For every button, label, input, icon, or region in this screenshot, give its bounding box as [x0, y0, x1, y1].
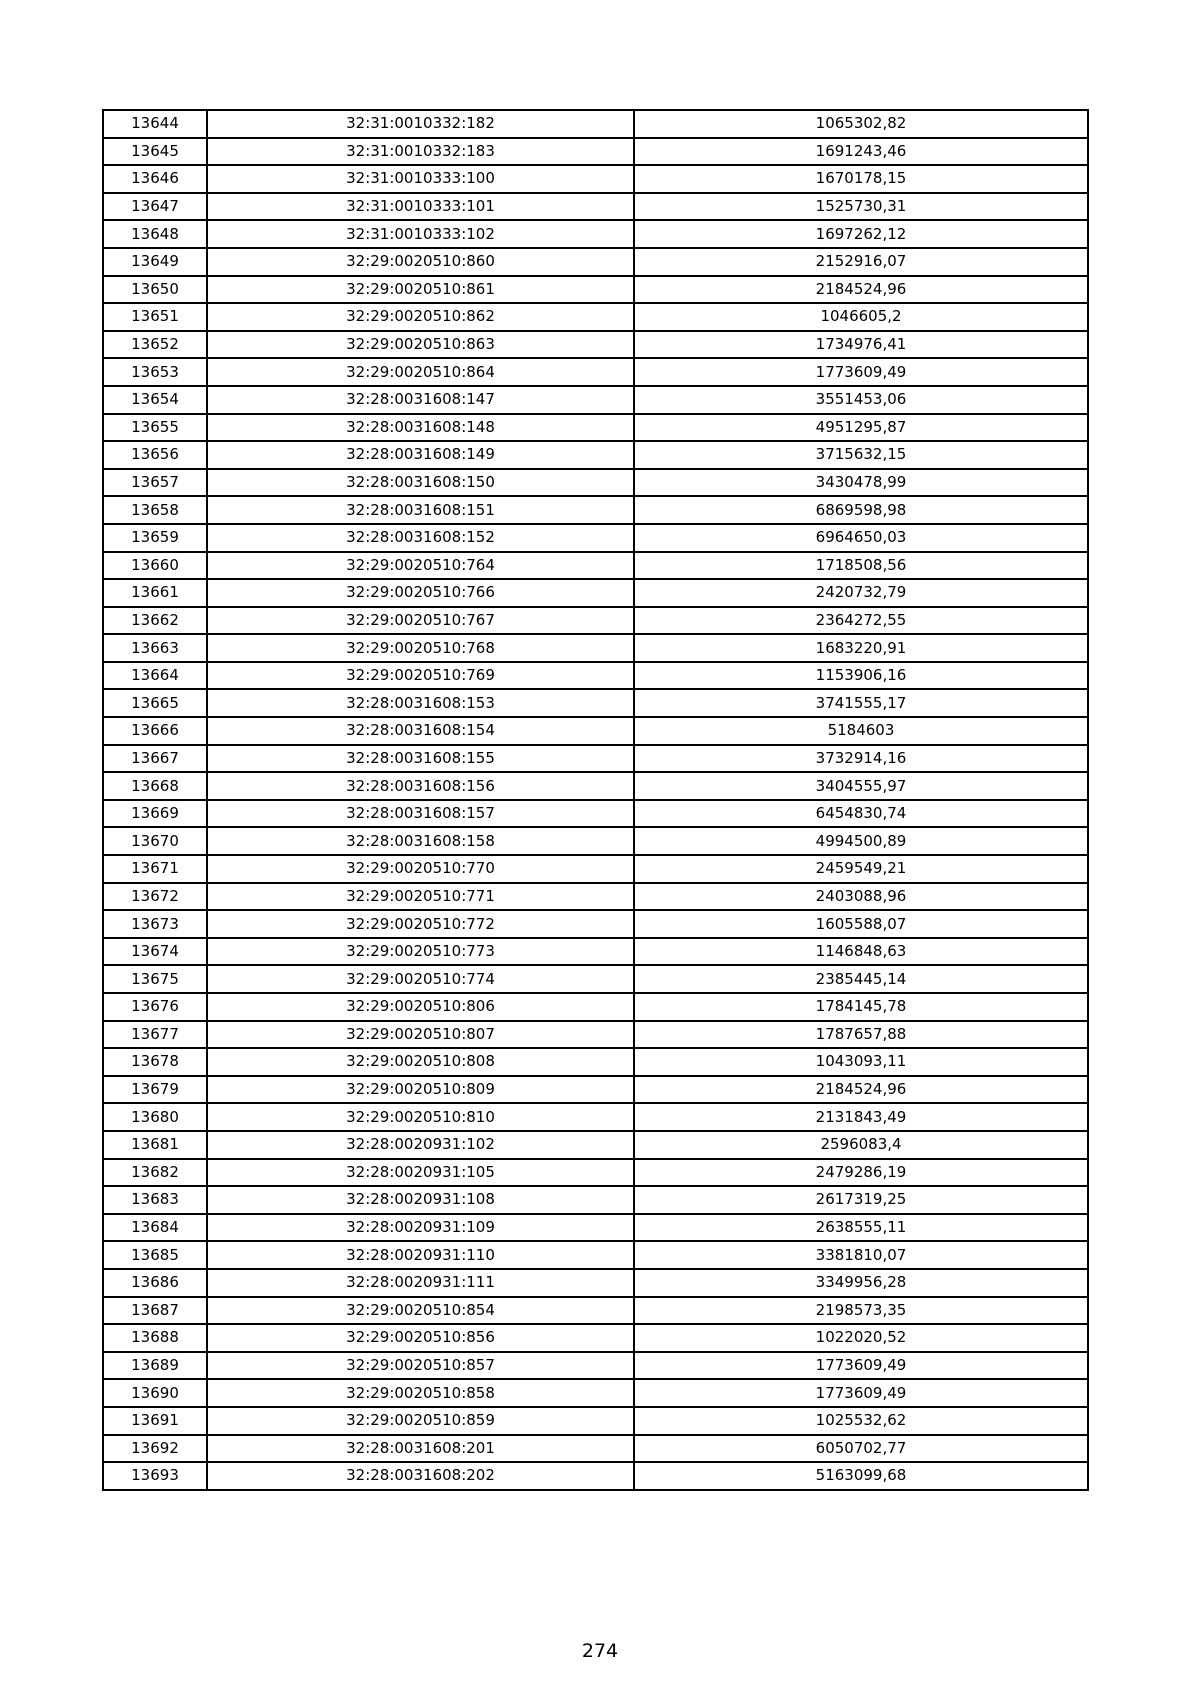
table-row	[103, 579, 1088, 607]
value-cell: 1773609,49	[634, 1379, 1088, 1407]
row-number-cell: 13654	[103, 386, 207, 414]
cadastral-number-cell: 32:28:0031608:157	[207, 800, 634, 828]
value-cell: 2184524,96	[634, 1076, 1088, 1104]
cadastral-number-cell: 32:28:0031608:201	[207, 1435, 634, 1463]
row-number-cell: 13665	[103, 689, 207, 717]
row-number-cell: 13667	[103, 745, 207, 773]
table-row	[103, 358, 1088, 386]
row-number-cell: 13688	[103, 1324, 207, 1352]
table-row	[103, 469, 1088, 497]
value-cell: 3404555,97	[634, 772, 1088, 800]
table-row	[103, 1021, 1088, 1049]
row-number-cell: 13664	[103, 662, 207, 690]
table-row	[103, 1297, 1088, 1325]
table-row	[103, 607, 1088, 635]
value-cell: 1065302,82	[634, 110, 1088, 138]
value-cell: 2198573,35	[634, 1297, 1088, 1325]
value-cell: 2459549,21	[634, 855, 1088, 883]
row-number-cell: 13666	[103, 717, 207, 745]
cadastral-number-cell: 32:31:0010333:100	[207, 165, 634, 193]
table-row	[103, 303, 1088, 331]
cadastral-number-cell: 32:29:0020510:864	[207, 358, 634, 386]
table-row	[103, 689, 1088, 717]
cadastral-number-cell: 32:29:0020510:771	[207, 883, 634, 911]
row-number-cell: 13687	[103, 1297, 207, 1325]
row-number-cell: 13647	[103, 193, 207, 221]
row-number-cell: 13656	[103, 441, 207, 469]
cadastral-number-cell: 32:28:0031608:148	[207, 414, 634, 442]
value-cell: 1697262,12	[634, 220, 1088, 248]
cadastral-number-cell: 32:31:0010332:183	[207, 138, 634, 166]
row-number-cell: 13690	[103, 1379, 207, 1407]
row-number-cell: 13691	[103, 1407, 207, 1435]
row-number-cell: 13658	[103, 496, 207, 524]
row-number-cell: 13674	[103, 938, 207, 966]
cadastral-value-table	[102, 109, 1089, 1491]
row-number-cell: 13686	[103, 1269, 207, 1297]
value-cell: 5184603	[634, 717, 1088, 745]
row-number-cell: 13652	[103, 331, 207, 359]
row-number-cell: 13680	[103, 1103, 207, 1131]
value-cell: 2596083,4	[634, 1131, 1088, 1159]
row-number-cell: 13684	[103, 1214, 207, 1242]
value-cell: 2152916,07	[634, 248, 1088, 276]
row-number-cell: 13663	[103, 634, 207, 662]
cadastral-number-cell: 32:28:0020931:109	[207, 1214, 634, 1242]
value-cell: 1605588,07	[634, 910, 1088, 938]
cadastral-number-cell: 32:29:0020510:862	[207, 303, 634, 331]
row-number-cell: 13648	[103, 220, 207, 248]
cadastral-number-cell: 32:29:0020510:769	[207, 662, 634, 690]
table-row	[103, 855, 1088, 883]
table-row	[103, 1076, 1088, 1104]
cadastral-number-cell: 32:31:0010332:182	[207, 110, 634, 138]
cadastral-number-cell: 32:29:0020510:764	[207, 552, 634, 580]
value-cell: 2385445,14	[634, 965, 1088, 993]
table-row	[103, 220, 1088, 248]
row-number-cell: 13677	[103, 1021, 207, 1049]
value-cell: 3381810,07	[634, 1241, 1088, 1269]
cadastral-number-cell: 32:28:0031608:151	[207, 496, 634, 524]
row-number-cell: 13670	[103, 827, 207, 855]
cadastral-number-cell: 32:29:0020510:770	[207, 855, 634, 883]
table-row	[103, 745, 1088, 773]
table-row	[103, 524, 1088, 552]
cadastral-number-cell: 32:29:0020510:858	[207, 1379, 634, 1407]
table-row	[103, 331, 1088, 359]
value-cell: 1784145,78	[634, 993, 1088, 1021]
table-row	[103, 1407, 1088, 1435]
table-row	[103, 386, 1088, 414]
table-body	[103, 110, 1088, 1490]
table-row	[103, 1214, 1088, 1242]
table-row	[103, 165, 1088, 193]
value-cell: 1773609,49	[634, 1352, 1088, 1380]
row-number-cell: 13650	[103, 276, 207, 304]
row-number-cell: 13675	[103, 965, 207, 993]
row-number-cell: 13660	[103, 552, 207, 580]
row-number-cell: 13692	[103, 1435, 207, 1463]
value-cell: 1691243,46	[634, 138, 1088, 166]
value-cell: 3732914,16	[634, 745, 1088, 773]
page-number: 274	[581, 1640, 619, 1662]
cadastral-number-cell: 32:29:0020510:808	[207, 1048, 634, 1076]
table-row	[103, 1103, 1088, 1131]
value-cell: 2617319,25	[634, 1186, 1088, 1214]
cadastral-number-cell: 32:29:0020510:856	[207, 1324, 634, 1352]
value-cell: 1046605,2	[634, 303, 1088, 331]
table-row	[103, 883, 1088, 911]
cadastral-number-cell: 32:28:0020931:105	[207, 1159, 634, 1187]
cadastral-number-cell: 32:28:0031608:152	[207, 524, 634, 552]
cadastral-number-cell: 32:29:0020510:772	[207, 910, 634, 938]
cadastral-number-cell: 32:31:0010333:101	[207, 193, 634, 221]
row-number-cell: 13683	[103, 1186, 207, 1214]
value-cell: 1683220,91	[634, 634, 1088, 662]
cadastral-number-cell: 32:29:0020510:810	[207, 1103, 634, 1131]
table-row	[103, 634, 1088, 662]
cadastral-number-cell: 32:28:0020931:108	[207, 1186, 634, 1214]
table-row	[103, 1435, 1088, 1463]
row-number-cell: 13649	[103, 248, 207, 276]
value-cell: 2638555,11	[634, 1214, 1088, 1242]
value-cell: 4994500,89	[634, 827, 1088, 855]
value-cell: 6454830,74	[634, 800, 1088, 828]
value-cell: 2420732,79	[634, 579, 1088, 607]
value-cell: 3430478,99	[634, 469, 1088, 497]
table-row	[103, 276, 1088, 304]
table-row	[103, 1159, 1088, 1187]
cadastral-number-cell: 32:29:0020510:854	[207, 1297, 634, 1325]
value-cell: 1787657,88	[634, 1021, 1088, 1049]
cadastral-number-cell: 32:29:0020510:809	[207, 1076, 634, 1104]
cadastral-number-cell: 32:29:0020510:766	[207, 579, 634, 607]
value-cell: 3349956,28	[634, 1269, 1088, 1297]
value-cell: 6050702,77	[634, 1435, 1088, 1463]
table-row	[103, 938, 1088, 966]
value-cell: 1734976,41	[634, 331, 1088, 359]
row-number-cell: 13673	[103, 910, 207, 938]
table-row	[103, 1131, 1088, 1159]
value-cell: 6964650,03	[634, 524, 1088, 552]
row-number-cell: 13679	[103, 1076, 207, 1104]
value-cell: 1146848,63	[634, 938, 1088, 966]
row-number-cell: 13668	[103, 772, 207, 800]
cadastral-number-cell: 32:28:0020931:111	[207, 1269, 634, 1297]
cadastral-number-cell: 32:28:0031608:150	[207, 469, 634, 497]
cadastral-number-cell: 32:28:0031608:149	[207, 441, 634, 469]
cadastral-number-cell: 32:31:0010333:102	[207, 220, 634, 248]
cadastral-number-cell: 32:28:0031608:156	[207, 772, 634, 800]
row-number-cell: 13659	[103, 524, 207, 552]
cadastral-number-cell: 32:28:0020931:110	[207, 1241, 634, 1269]
row-number-cell: 13655	[103, 414, 207, 442]
table-row	[103, 1241, 1088, 1269]
table-row	[103, 193, 1088, 221]
table-row	[103, 1186, 1088, 1214]
value-cell: 4951295,87	[634, 414, 1088, 442]
row-number-cell: 13685	[103, 1241, 207, 1269]
table-row	[103, 717, 1088, 745]
cadastral-number-cell: 32:29:0020510:768	[207, 634, 634, 662]
row-number-cell: 13689	[103, 1352, 207, 1380]
table-row	[103, 1379, 1088, 1407]
cadastral-number-cell: 32:28:0031608:153	[207, 689, 634, 717]
value-cell: 3551453,06	[634, 386, 1088, 414]
cadastral-number-cell: 32:29:0020510:774	[207, 965, 634, 993]
value-cell: 2479286,19	[634, 1159, 1088, 1187]
row-number-cell: 13671	[103, 855, 207, 883]
value-cell: 1025532,62	[634, 1407, 1088, 1435]
value-cell: 2364272,55	[634, 607, 1088, 635]
table-row	[103, 662, 1088, 690]
cadastral-number-cell: 32:28:0031608:202	[207, 1462, 634, 1490]
row-number-cell: 13676	[103, 993, 207, 1021]
cadastral-number-cell: 32:29:0020510:860	[207, 248, 634, 276]
value-cell: 1525730,31	[634, 193, 1088, 221]
table-row	[103, 1048, 1088, 1076]
value-cell: 3715632,15	[634, 441, 1088, 469]
table-row	[103, 965, 1088, 993]
row-number-cell: 13678	[103, 1048, 207, 1076]
cadastral-number-cell: 32:29:0020510:861	[207, 276, 634, 304]
row-number-cell: 13682	[103, 1159, 207, 1187]
cadastral-number-cell: 32:28:0031608:147	[207, 386, 634, 414]
table-row	[103, 1352, 1088, 1380]
value-cell: 5163099,68	[634, 1462, 1088, 1490]
table-row	[103, 910, 1088, 938]
table-row	[103, 772, 1088, 800]
row-number-cell: 13669	[103, 800, 207, 828]
table-row	[103, 1462, 1088, 1490]
table-row	[103, 138, 1088, 166]
table-row	[103, 496, 1088, 524]
table-row	[103, 1269, 1088, 1297]
row-number-cell: 13646	[103, 165, 207, 193]
value-cell: 1153906,16	[634, 662, 1088, 690]
cadastral-number-cell: 32:28:0031608:158	[207, 827, 634, 855]
row-number-cell: 13672	[103, 883, 207, 911]
row-number-cell: 13645	[103, 138, 207, 166]
table-row	[103, 248, 1088, 276]
cadastral-number-cell: 32:29:0020510:857	[207, 1352, 634, 1380]
row-number-cell: 13693	[103, 1462, 207, 1490]
cadastral-number-cell: 32:28:0031608:155	[207, 745, 634, 773]
cadastral-number-cell: 32:29:0020510:807	[207, 1021, 634, 1049]
value-cell: 2131843,49	[634, 1103, 1088, 1131]
cadastral-number-cell: 32:29:0020510:773	[207, 938, 634, 966]
cadastral-number-cell: 32:29:0020510:859	[207, 1407, 634, 1435]
table-row	[103, 800, 1088, 828]
row-number-cell: 13661	[103, 579, 207, 607]
row-number-cell: 13653	[103, 358, 207, 386]
cadastral-number-cell: 32:28:0020931:102	[207, 1131, 634, 1159]
table-row	[103, 441, 1088, 469]
value-cell: 1773609,49	[634, 358, 1088, 386]
table-row	[103, 1324, 1088, 1352]
table-row	[103, 993, 1088, 1021]
row-number-cell: 13651	[103, 303, 207, 331]
value-cell: 3741555,17	[634, 689, 1088, 717]
cadastral-number-cell: 32:28:0031608:154	[207, 717, 634, 745]
value-cell: 2403088,96	[634, 883, 1088, 911]
value-cell: 1022020,52	[634, 1324, 1088, 1352]
table-row	[103, 552, 1088, 580]
value-cell: 1718508,56	[634, 552, 1088, 580]
table-row	[103, 414, 1088, 442]
cadastral-number-cell: 32:29:0020510:806	[207, 993, 634, 1021]
cadastral-number-cell: 32:29:0020510:863	[207, 331, 634, 359]
table-row	[103, 827, 1088, 855]
cadastral-number-cell: 32:29:0020510:767	[207, 607, 634, 635]
row-number-cell: 13644	[103, 110, 207, 138]
row-number-cell: 13681	[103, 1131, 207, 1159]
value-cell: 1670178,15	[634, 165, 1088, 193]
value-cell: 6869598,98	[634, 496, 1088, 524]
value-cell: 2184524,96	[634, 276, 1088, 304]
row-number-cell: 13662	[103, 607, 207, 635]
table-row	[103, 110, 1088, 138]
value-cell: 1043093,11	[634, 1048, 1088, 1076]
row-number-cell: 13657	[103, 469, 207, 497]
